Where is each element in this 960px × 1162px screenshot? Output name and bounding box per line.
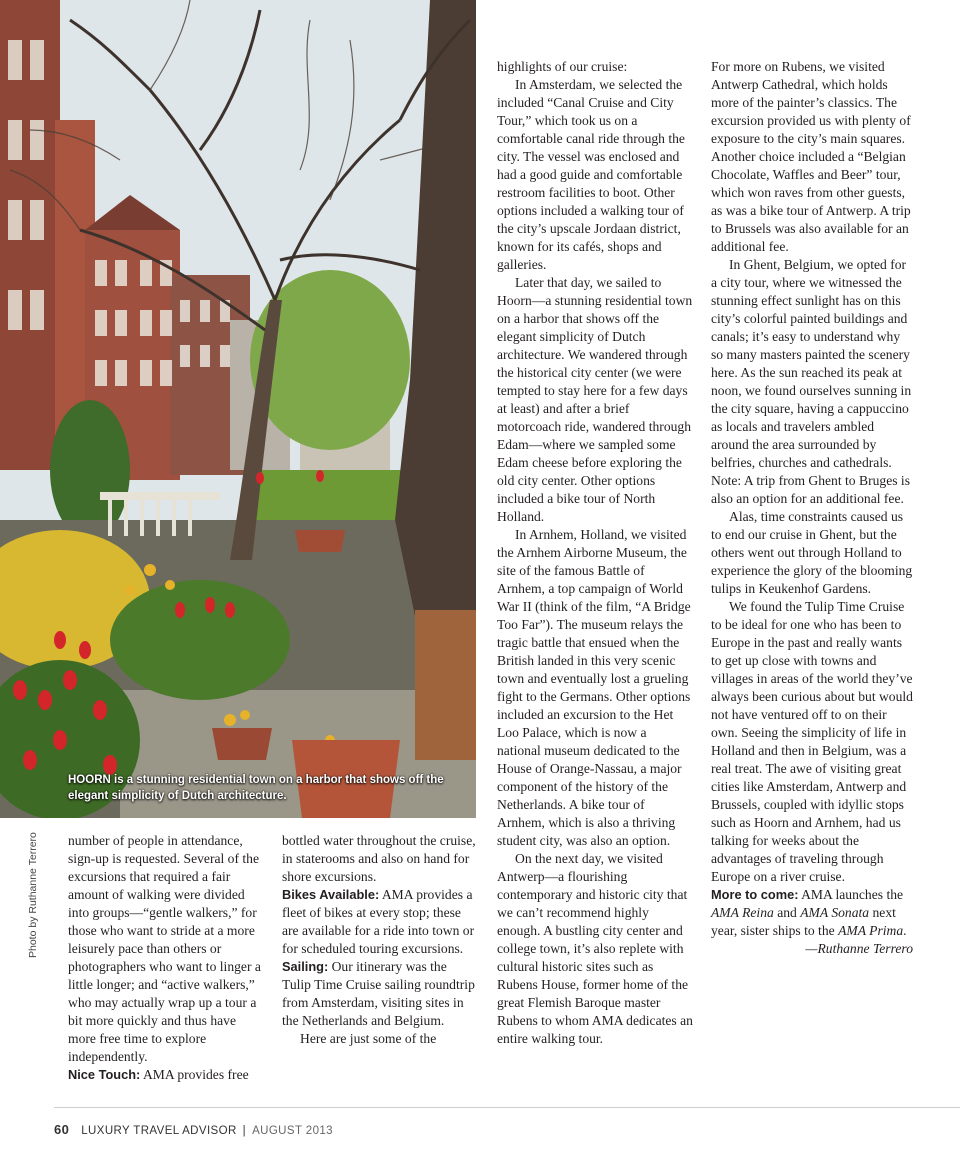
photo-caption: HOORN is a stunning residential town on a harbor that shows off the elegant simplicity of Dutch architecture. (68, 774, 444, 802)
hoorn-photo (0, 0, 476, 818)
article-column-1 (68, 832, 264, 1084)
paragraph-text: AMA provides a fleet of bikes at every stop; these are available for a ride into town or for scheduled touring excursions. (282, 887, 475, 956)
paragraph-text: Our itinerary was the Tulip Time Cruise sailing roundtrip from Amsterdam, visiting sites in the Netherlands and Belgium. (282, 959, 475, 1028)
page-footer (54, 1122, 333, 1137)
run-in-heading: Nice Touch: (68, 1067, 141, 1082)
ship-name: AMA Prima (838, 923, 904, 938)
paragraph-text: AMA provides free (140, 1067, 249, 1082)
run-in-heading: Sailing: (282, 959, 329, 974)
run-in-heading: Bikes Available: (282, 887, 380, 902)
paragraph-text: AMA launches the (798, 887, 904, 902)
paragraph (711, 886, 913, 940)
page-number: 60 (54, 1122, 70, 1137)
paragraph (68, 1066, 264, 1084)
paragraph: In Arnhem, Holland, we visited the Arnhem Airborne Museum, the site of the famous Battle of Arnhem, a top campaign of World War II (think of the film, “A Bridge Too Far”). The museum relays the tragic battle that ensued when the British landed in this very scenic town and eventually lost a grueling fight to the Germans. Other options included an excursion to the Het Loo Palace, which is now a national museum dedicated to the House of Orange-Nassau, a major component of the history of the Netherlands. A bike tour of Arnhem, which is also a thriving student city, was also an option. (497, 527, 691, 848)
photo-credit: Photo by Ruthanne Terrero (27, 832, 39, 958)
footer-divider (54, 1107, 960, 1108)
article-column-2 (282, 832, 478, 1048)
issue-date: AUGUST 2013 (252, 1125, 333, 1137)
paragraph: highlights of our cruise: (497, 59, 628, 74)
article-column-4 (711, 58, 913, 958)
ship-name: AMA Reina (711, 905, 774, 920)
hoorn-garden-illustration (0, 0, 476, 818)
paragraph: On the next day, we visited Antwerp—a flourishing contemporary and historic city that we can’t recommend highly enough. A bustling city center and college town, it’s also replete with cultural historic sites such as Rubens House, former home of the great Flemish Baroque master Rubens to whom AMA dedicates an entire walking tour. (497, 851, 693, 1046)
paragraph-text: and (773, 905, 801, 920)
paragraph: For more on Rubens, we visited Antwerp Cathedral, which holds more of the painter’s classics. The excursion provided us with plenty of exposure to the city’s main squares. Another choice included a “Belgian Chocolate, Waffles and Beer” tour, which won raves from other guests, as was a bike tour of Antwerp. A trip to Brussels was also available for an additional fee. (711, 59, 911, 254)
paragraph (282, 958, 478, 1030)
paragraph: Later that day, we sailed to Hoorn—a stunning residential town on a harbor that shows off the elegant simplicity of Dutch architecture. We wandered through the historical city center (we were tempted to stay here for a few days at least) and after a brief motorcoach ride, wandered through Edam—where we sampled some Edam cheese before exploring the old city center. Other options included a bike tour of North Holland. (497, 275, 693, 524)
ship-name: AMA Sonata (800, 905, 870, 920)
footer-separator: | (242, 1125, 247, 1137)
paragraph: We found the Tulip Time Cruise to be ideal for one who has been to Europe in the past and really wants to get up close with towns and villages in areas of the world they’ve always been curious about but would not have ventured off to on their own. Seeing the simplicity of life in Holland and then in Belgium, was a real treat. The awe of visiting great cities like Amsterdam, Antwerp and Brussels, coupled with idyllic stops such as Hoorn and Arnhem, had us talking for weeks about the advantages of traveling through Europe on a river cruise. (711, 599, 913, 884)
paragraph: bottled water throughout the cruise, in staterooms and also on hand for shore excursions. (282, 833, 476, 884)
paragraph: In Amsterdam, we selected the included “Canal Cruise and City Tour,” which took us on a comfortable canal ride through the city. The vessel was enclosed and had a good guide and comfortable restroom facilities to boot. Other options included a walking tour of the city’s upscale Jordaan district, known for its cafés, shops and galleries. (497, 77, 685, 272)
paragraph: Here are just some of the (300, 1031, 437, 1046)
author-signature: —Ruthanne Terrero (805, 941, 913, 956)
article-column-3 (497, 58, 693, 1048)
paragraph: In Ghent, Belgium, we opted for a city tour, where we witnessed the stunning effect sunlight has on this city’s colorful painted buildings and canals; it’s easy to understand why so many masters painted the scenery here. As the sun reached its peak at noon, we found ourselves sunning in the city square, having a cappuccino as locals and travelers ambled around the area surrounded by belfries, churches and cathedrals. Note: A trip from Ghent to Bruges is also an option for an additional fee. (711, 257, 912, 506)
run-in-heading: More to come: (711, 887, 799, 902)
magazine-name: LUXURY TRAVEL ADVISOR (81, 1125, 237, 1137)
paragraph (282, 886, 478, 958)
paragraph: Alas, time constraints caused us to end our cruise in Ghent, but the others went out through Holland to experience the glory of the blooming tulips in Keukenhof Gardens. (711, 509, 913, 596)
paragraph-text: . (903, 923, 907, 938)
paragraph-text: next year, sister ships to the (711, 905, 896, 938)
paragraph: number of people in attendance, sign-up is requested. Several of the excursions that required a fair amount of walking were divided into groups—“gentle walkers,” for those who want to stride at a more leisurely pace than others or photographers who want to linger a little longer; and “active walkers,” who may actually wrap up a tour a bit more quickly and thus have more free time to explore independently. (68, 833, 261, 1064)
